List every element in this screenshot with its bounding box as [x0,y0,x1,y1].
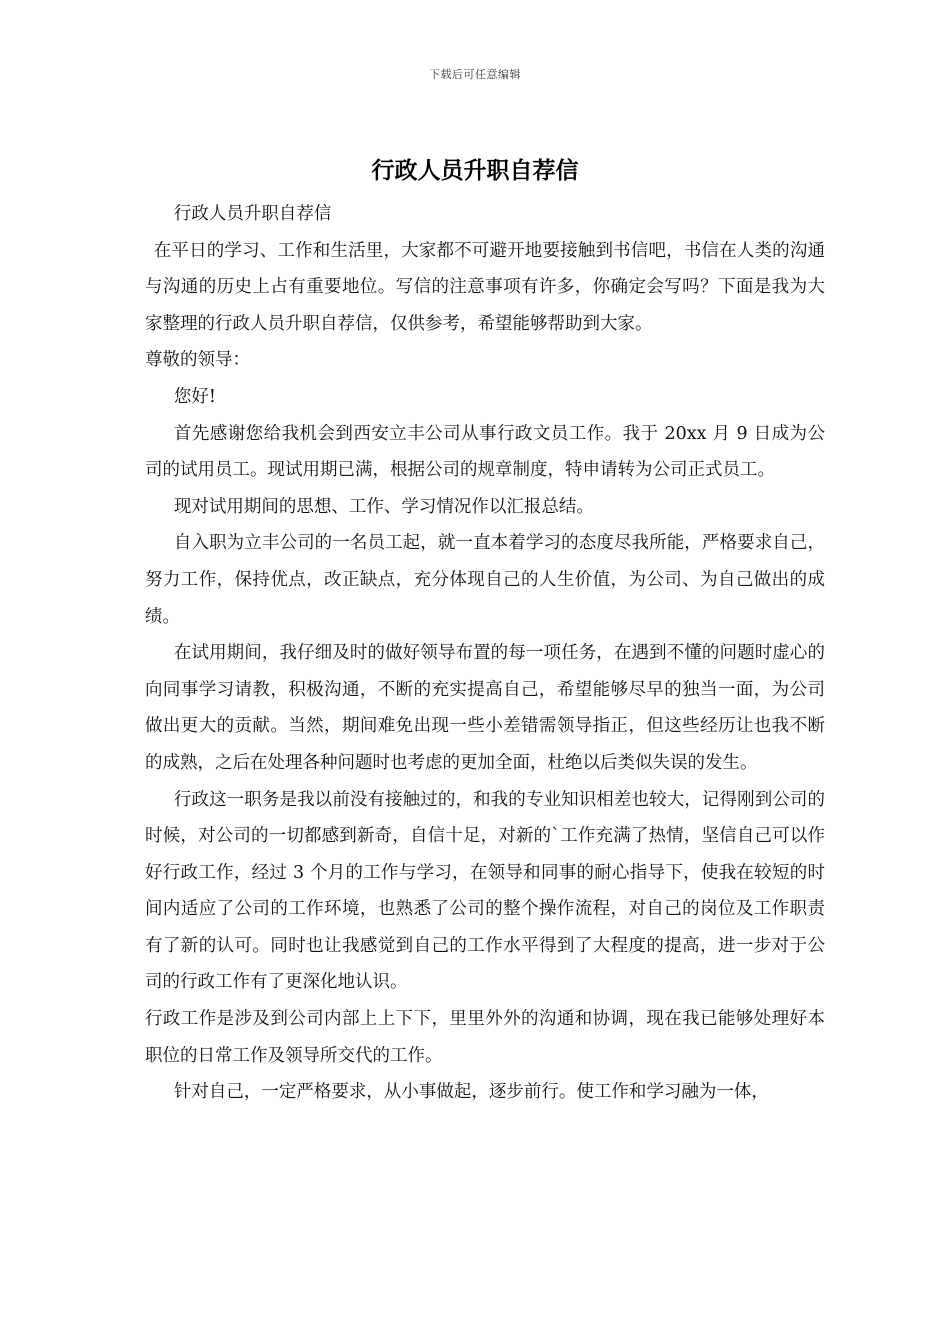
body-paragraph: 自入职为立丰公司的一名员工起，就一直本着学习的态度尽我所能，严格要求自己，努力工作，保持优点，改正缺点，充分体现自己的人生价值，为公司、为自己做出的成绩。 [145,533,825,627]
body-paragraph: 现对试用期间的思想、工作、学习情况作以汇报总结。 [173,496,594,517]
subtitle-line: 行政人员升职自荐信 [173,204,332,224]
document-body [145,196,825,1111]
body-paragraph: 针对自己，一定严格要求，从小事做起，逐步前行。使工作和学习融为一体， [173,1082,769,1103]
body-paragraph: 首先感谢您给我机会到西安立丰公司从事行政文员工作。我于 20xx 月 9 日成为公司的试用员工。现试用期已满，根据公司的规章制度，特申请转为公司正式员工。 [145,423,825,481]
body-paragraph: 在试用期间，我仔细及时的做好领导布置的每一项任务，在遇到不懂的问题时虚心的向同事学习请教，积极沟通，不断的充实提高自己，希望能够尽早的独当一面，为公司做出更大的贡献。当然，期间难免出现一些小差错需领导指正，但这些经历让也我不断的成熟，之后在处理各种问题时也考虑的更加全面，杜绝以后类似失误的发生。 [145,643,825,773]
body-paragraph: 行政工作是涉及到公司内部上上下下，里里外外的沟通和协调，现在我已能够处理好本职位的日常工作及领导所交代的工作。 [145,1009,825,1066]
document-title: 行政人员升职自荐信 [371,157,579,184]
header-note: 下载后可任意编辑 [429,68,521,81]
body-paragraph: 行政这一职务是我以前没有接触过的，和我的专业知识相差也较大，记得刚到公司的时候，对公司的一切都感到新奇，自信十足，对新的`工作充满了热情，坚信自己可以作好行政工作，经过 3 个月的工作与学习，在领导和同事的耐心指导下，使我在较短的时间内适应了公司的工作环境，也熟悉了公司的整个操作流程，对自己的岗位及工作职责有了新的认可。同时也让我感觉到自己的工作水平得到了大程度的提高，进一步对于公司的行政工作有了更深化地认识。 [145,789,825,993]
intro-paragraph: 在平日的学习、工作和生活里，大家都不可避开地要接触到书信吧，书信在人类的沟通与沟通的历史上占有重要地位。写信的注意事项有许多，你确定会写吗？下面是我为大家整理的行政人员升职自荐信，仅供参考，希望能够帮助到大家。 [145,240,825,334]
salutation: 尊敬的领导： [145,350,250,371]
greeting: 您好! [173,386,216,407]
